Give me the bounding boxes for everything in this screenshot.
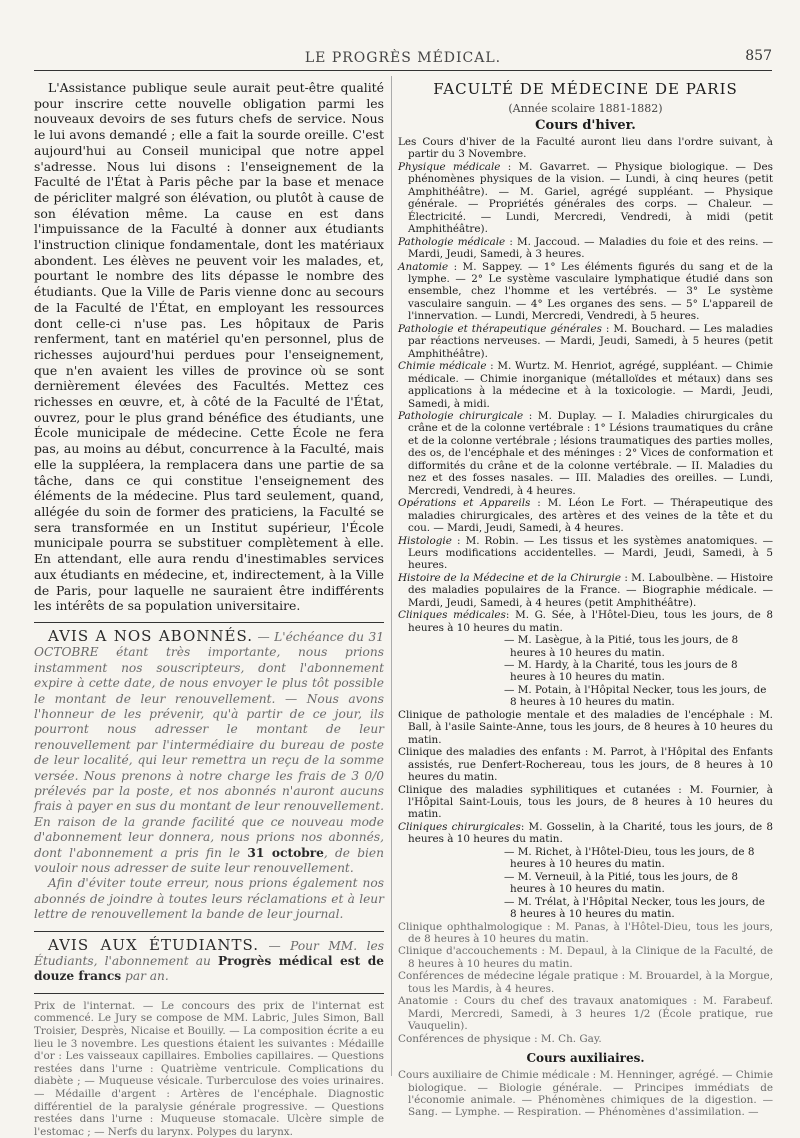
cliniques-medicales: Cliniques médicales: M. G. Sée, à l'Hôtel-Dieu, tous les jours, de 8 heures à 10 heures du matin. bbox=[398, 609, 774, 634]
course-name: Chimie médicale bbox=[398, 360, 487, 373]
course-name: Pathologie et thérapeutique générales bbox=[398, 322, 602, 335]
winter-courses-heading: Cours d'hiver. bbox=[535, 118, 636, 133]
clinique-med-item: — M. Lasègue, à la Pitié, tous les jours, de 8 heures à 10 heures du matin. bbox=[504, 634, 739, 659]
course-name: Physique médicale bbox=[398, 160, 501, 173]
course-name: Anatomie bbox=[398, 260, 449, 273]
course-name: Histologie bbox=[398, 534, 452, 547]
clinique-enfants: Clinique des maladies des enfants : M. Parrot, à l'Hôpital des Enfants assistés, rue Denfert-Rochereau, tous les jours, de 8 heures à 10 heures du matin. bbox=[398, 746, 773, 784]
course-details: : M. Wurtz. M. Henriot, agrégé, suppléant. — Chimie médicale. — Chimie inorganique (métalloïdes et métaux) dans ses applications à la médecine et à la toxicologie. — Mardi, Jeudi, Samedi, à midi. bbox=[408, 360, 773, 410]
etudiants-price: Progrès médical est de douze francs bbox=[34, 954, 384, 984]
clinique-mentale: Clinique de pathologie mentale et des maladies de l'encéphale : M. Ball, à l'asile Sainte-Anne, tous les jours, de 8 heures à 10 heures du matin. bbox=[398, 708, 773, 746]
course-entry bbox=[398, 323, 773, 360]
course-entry bbox=[398, 410, 773, 497]
etudiants-title: AVIS AUX ÉTUDIANTS. bbox=[48, 935, 260, 954]
auxiliary-courses-heading: Cours auxiliaires. bbox=[526, 1051, 645, 1066]
course-details: : M. Robin. — Les tissus et les systèmes anatomiques. — Leurs modifications accidentelles. — Mardi, Jeudi, Samedi, à 5 heures. bbox=[408, 534, 773, 572]
clinique-chir-item: — M. Richet, à l'Hôtel-Dieu, tous les jours, de 8 heures à 10 heures du matin. bbox=[504, 845, 755, 871]
course-entry bbox=[398, 497, 773, 534]
course-details: : M. Bouchard. — Les maladies par réactions nerveuses. — Mardi, Jeudi, Samedi, à 5 heures (petit Amphithéâtre). bbox=[408, 322, 773, 360]
course-name: Pathologie médicale bbox=[398, 235, 506, 248]
faculty-title: FACULTÉ DE MÉDECINE DE PARIS bbox=[433, 80, 738, 98]
conference-physique: Conférences de physique : M. Ch. Gay. bbox=[398, 1032, 602, 1045]
etudiants-notice: AVIS AUX ÉTUDIANTS. — Pour MM. les Étudiants, l'abonnement au Progrès médical est de douze francs par an. bbox=[34, 935, 384, 984]
course-details: : M. Léon Le Fort. — Thérapeutique des maladies chirurgicales, des artères et des veines de la tête et du cou. — Mardi, Jeudi, Samedi, à 4 heures. bbox=[408, 497, 773, 535]
page-header bbox=[34, 44, 772, 71]
auxiliary-course-text: Cours auxiliaire de Chimie médicale : M. Henninger, agrégé. — Chimie biologique. — Biologie générale. — Principes immédiats de l'économie animale. — Phénomènes chimiques de la digestion. — Sang. — Lymphe. — Respiration. — Phénomènes d'assimilation. — bbox=[398, 1069, 773, 1119]
page-number: 857 bbox=[745, 48, 772, 64]
course-entry bbox=[398, 236, 773, 261]
left-column bbox=[34, 80, 384, 1138]
course-entry bbox=[398, 360, 773, 410]
clinique-ophtalmo: Clinique ophthalmologique : M. Panas, à l'Hôtel-Dieu, tous les jours, de 8 heures à 10 heures du matin. bbox=[398, 920, 773, 945]
editorial-paragraph: L'Assistance publique seule aurait peut-être qualité pour inscrire cette nouvelle obligation parmi les nouveaux devoirs de ses futurs chefs de service. Nous le lui avons demandé ; elle a fait la sourde oreille. C'est aujourd'hui au Conseil municipal que notre appel s'adresse. Nous lui disons : l'enseignement de la Faculté de l'État à Paris pêche par la base et menace de péricliter malgré son élévation, ou plutôt à cause de son élévation même. La cause en est dans l'impuissance de la Faculté à donner aux étudiants l'instruction clinique fondamentale, dont les matériaux abondent. Les élèves ne peuvent voir les malades, et, pourtant le nombre des lits dépasse le nombre des étudiants. Que la Ville de Paris vienne donc au secours de la Faculté de l'État, en employant les ressources dont celle-ci n'use pas. Les hôpitaux de Paris renferment, tant en matériel qu'en personnel, plus de richesses aujourd'hui perdues pour l'enseignement, que n'en avaient les villes de province où se sont dernièrement élevées des Facultés. Mettez ces richesses en œuvre, et, à côté de la Faculté de l'État, ouvrez, pour le plus grand bénéfice des étudiants, une École municipale de médecine. Cette École ne fera pas, au moins au début, concurrence à la Faculté, mais elle la suppléera, la remplacera dans une partie de sa tâche, dans ce qui constitue l'enseignement des éléments de la médecine. Plus tard seulement, quand, allégée du soin de former des praticiens, la Faculté se sera transformée en un Institut supérieur, l'École municipale pourra se substituer complètement à elle. En attendant, elle aura rendu d'inestimables services aux étudiants en médecine, et, indirectement, à la Ville de Paris, pour laquelle ne sauraient être indifférents les intérêts de sa population universitaire. bbox=[34, 80, 384, 614]
faculty-year: (Année scolaire 1881-1882) bbox=[508, 102, 663, 115]
cliniques-chirurgicales: Cliniques chirurgicales: M. Gosselin, à la Charité, tous les jours, de 8 heures à 10 heures du matin. bbox=[398, 820, 773, 846]
clinique-med-item: — M. Hardy, à la Charité, tous les jours de 8 heures à 10 heures du matin. bbox=[504, 659, 738, 684]
abonnes-date: 31 octobre bbox=[247, 845, 324, 860]
course-name: Opérations et Appareils bbox=[398, 497, 531, 510]
course-entry bbox=[398, 572, 773, 609]
course-list bbox=[398, 161, 773, 609]
course-name: Histoire de la Médecine et de la Chirurgie bbox=[398, 571, 622, 584]
running-title: LE PROGRÈS MÉDICAL. bbox=[304, 50, 502, 66]
clinique-chir-item: — M. Trélat, à l'Hôpital Necker, tous les jours, de 8 heures à 10 heures du matin. bbox=[504, 895, 765, 921]
column-divider bbox=[391, 76, 392, 1076]
course-entry bbox=[398, 535, 773, 572]
course-details: : M. Jaccoud. — Maladies du foie et des reins. — Mardi, Jeudi, Samedi, à 3 heures. bbox=[408, 235, 774, 261]
section-rule-2 bbox=[34, 931, 384, 932]
course-details: : M. Laboulbène. — Histoire des maladies populaires de la France. — Biographie médicale. — Mardi, Jeudi, Samedi, à 4 heures (petit Amphithéâtre). bbox=[408, 571, 773, 609]
course-details: : M. Sappey. — 1° Les éléments figurés du sang et de la lymphe. — 2° Le système vasculaire lymphatique étudié dans son ensemble, chez l'homme et les vertébrés. — 3° Le système vasculaire sanguin. — 4° Les organes des sens. — 5° L'appareil de l'innervation. — Lundi, Mercredi, Vendredi, à 5 heures. bbox=[408, 260, 773, 323]
abonnes-notice: AVIS A NOS ABONNÉS. — L'échéance du 31 OCTOBRE étant très importante, nous prions instamment nos souscripteurs, dont l'abonnement expire à cette date, de nous envoyer le plus tôt possible le montant de leur renouvellement. — Nous avons l'honneur de les prévenir, qu'à partir de ce jour, ils pourront nous adresser le montant de leur renouvellement par l'intermédiaire du bureau de poste de leur localité, qui leur remettra un reçu de la somme versée. Nous prenons à notre charge les frais de 3 0/0 prélevés par la poste, et nos abonnés n'auront aucuns frais à payer en sus du montant de leur renouvellement. En raison de la grande facilité que ce nouveau mode d'abonnement leur donnera, nous prions nos abonnés, dont l'abonnement a pris fin le 31 octobre, de bien vouloir nous adresser de suite leur renouvellement. bbox=[34, 626, 384, 875]
course-details: : M. Gavarret. — Physique biologique. — Des phénomènes physiques de la vision. — Lundi, à cinq heures (petit Amphithéâtre). — M. Gariel, agrégé suppléant. — Physique générale. — Propriétés générales des corps. — Chaleur. — Électricité. — Lundi, Mercredi, Vendredi, à midi (petit Amphithéâtre). bbox=[408, 160, 773, 236]
abonnes-title: AVIS A NOS ABONNÉS. bbox=[48, 626, 253, 645]
clinique-accouchements: Clinique d'accouchements : M. Depaul, à la Clinique de la Faculté, de 8 heures à 10 heures du matin. bbox=[398, 945, 773, 970]
clinique-syphilis: Clinique des maladies syphilitiques et cutanées : M. Fournier, à l'Hôpital Saint-Louis, tous les jours, de 8 heures à 10 heures du matin. bbox=[398, 783, 773, 821]
course-name: Pathologie chirurgicale bbox=[398, 409, 524, 422]
section-rule-3 bbox=[34, 993, 384, 994]
abonnes-notice-2: Afin d'éviter toute erreur, nous prions également nos abonnés de joindre à toutes leurs réclamations et à leur lettre de renouvellement la bande de leur journal. bbox=[34, 876, 384, 922]
courses-intro: Les Cours d'hiver de la Faculté auront lieu dans l'ordre suivant, à partir du 3 Novembre. bbox=[398, 136, 773, 161]
conference-medecine-legale: Conférences de médecine légale pratique : M. Brouardel, à la Morgue, tous les Mardis, à 4 heures. bbox=[398, 970, 773, 995]
course-entry bbox=[398, 261, 773, 323]
right-column bbox=[398, 80, 773, 1119]
internat-paragraph: Prix de l'internat. — Le concours des prix de l'internat est commencé. Le Jury se compose de MM. Labric, Jules Simon, Ball Troisier, Desprès, Nicaise et Bouilly. — La composition écrite a eu lieu le 3 novembre. Les questions étaient les suivantes : Médaille d'or : Les vaisseaux capillaires. Embolies capillaires. — Questions restées dans l'urne : Quatrième ventricule. Complications du diabète ; — Muqueuse vésicale. Turberculose des voies urinaires. — Médaille d'argent : Artères de l'encéphale. Diagnostic différentiel de la paralysie générale progressive. — Questions restées dans l'urne : Muqueuse stomacale. Ulcère simple de l'estomac ; — Nerfs du larynx. Polypes du larynx. bbox=[34, 999, 384, 1138]
clinique-chir-item: — M. Verneuil, à la Pitié, tous les jours, de 8 heures à 10 heures du matin. bbox=[504, 870, 738, 896]
section-rule bbox=[34, 622, 384, 623]
course-entry bbox=[398, 161, 773, 236]
clinique-med-item: — M. Potain, à l'Hôpital Necker, tous les jours, de 8 heures à 10 heures du matin. bbox=[504, 683, 767, 709]
course-details: : M. Duplay. — I. Maladies chirurgicales du crâne et de la colonne vertébrale : 1° Lésions traumatiques du crâne et de la colonne vertébrale ; lésions traumatiques des parties molles, des os, de l'encéphale et des méninges : 2° Vices de conformation et difformités du crâne et de la colonne vertébrale. — II. Maladies du nez et des fosses nasales. — III. Maladies des oreilles. — Lundi, Mercredi, Vendredi, à 4 heures. bbox=[408, 409, 773, 497]
anatomie-cours: Anatomie : Cours du chef des travaux anatomiques : M. Farabeuf. Mardi, Mercredi, Samedi, à 3 heures 1/2 (École pratique, rue Vauquelin). bbox=[398, 995, 773, 1033]
